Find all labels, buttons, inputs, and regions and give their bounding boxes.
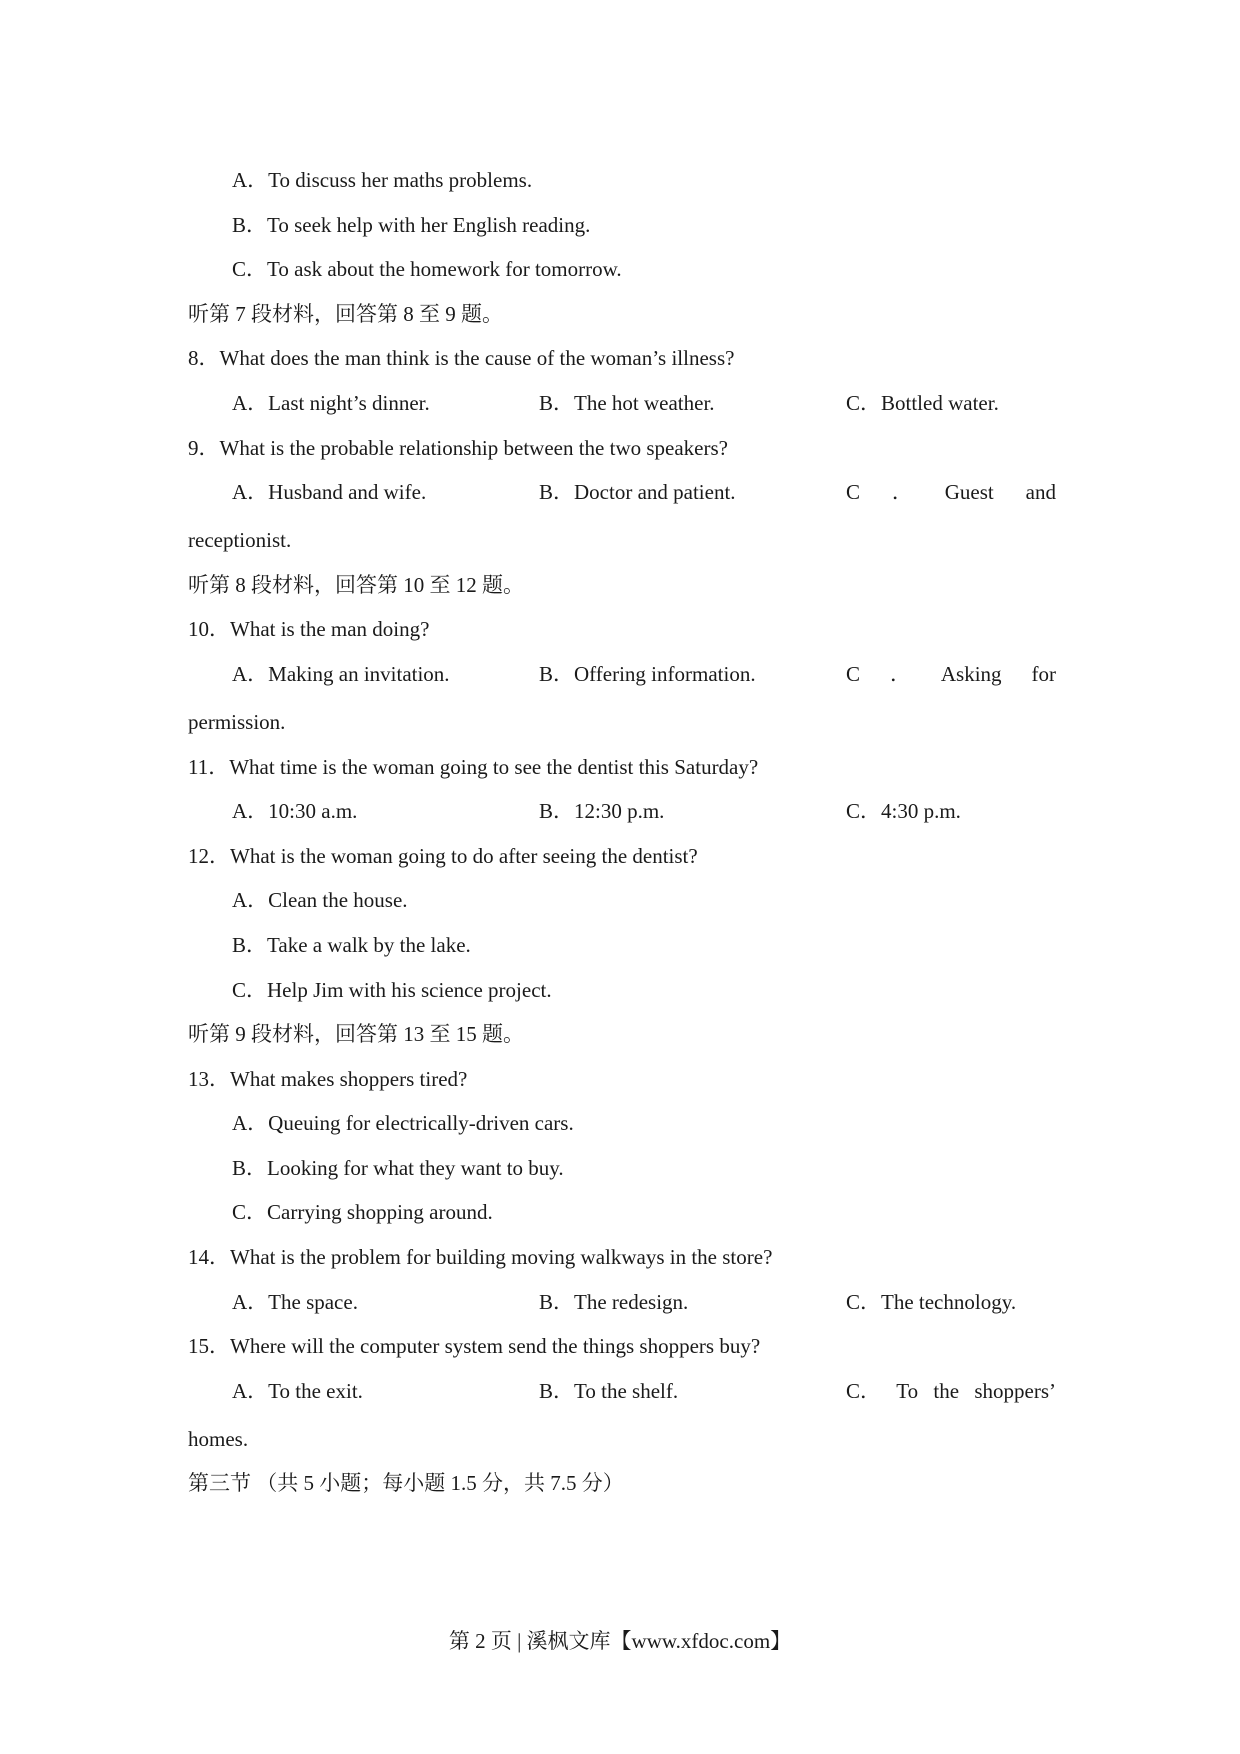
q10-option-a: A．Making an invitation. <box>232 661 450 686</box>
q8-option-b: B．The hot weather. <box>539 390 715 415</box>
q11-options <box>188 789 1056 834</box>
q9-options <box>188 470 1056 518</box>
question-8: 8．What does the man think is the cause of the woman’s illness? <box>188 346 735 371</box>
q7-option-a: A．To discuss her maths problems. <box>232 168 533 192</box>
q10-option-c: C ． Asking for <box>846 661 1056 686</box>
q15-option-c: C． To the shoppers’ <box>846 1378 1056 1403</box>
question-15: 15．Where will the computer system send the things shoppers buy? <box>188 1334 761 1359</box>
q10-options <box>188 652 1056 700</box>
q14-options <box>188 1280 1056 1325</box>
q10-option-b: B．Offering information. <box>539 661 756 686</box>
q12-option-b: B．Take a walk by the lake. <box>232 932 471 957</box>
section-heading-8: 听第 8 段材料，回答第 10 至 12 题。 <box>188 572 524 597</box>
q13-option-b: B．Looking for what they want to buy. <box>232 1155 564 1180</box>
q14-option-b: B．The redesign. <box>539 1289 689 1314</box>
q7-option-c: C．To ask about the homework for tomorrow. <box>232 257 622 282</box>
q12-option-a: A．Clean the house. <box>232 888 408 913</box>
q9-option-c: C ． Guest and <box>846 480 1056 505</box>
q15-option-b: B．To the shelf. <box>539 1378 679 1403</box>
q11-option-b: B．12:30 p.m. <box>539 799 665 824</box>
section-heading-9: 听第 9 段材料，回答第 13 至 15 题。 <box>188 1022 524 1047</box>
q8-options <box>188 381 1056 426</box>
q15-option-c-continued: homes. <box>188 1426 249 1451</box>
section-heading-7: 听第 7 段材料，回答第 8 至 9 题。 <box>188 301 503 326</box>
q9-option-c-continued: receptionist. <box>188 528 292 553</box>
q13-option-a: A．Queuing for electrically-driven cars. <box>232 1111 574 1136</box>
q13-option-c: C．Carrying shopping around. <box>232 1200 493 1225</box>
section-3-heading: 第三节 （共 5 小题；每小题 1.5 分，共 7.5 分） <box>188 1471 624 1496</box>
q10-option-c-continued: permission. <box>188 709 286 734</box>
question-9: 9．What is the probable relationship between the two speakers? <box>188 435 728 460</box>
q9-option-b: B．Doctor and patient. <box>539 480 736 505</box>
q15-option-a: A．To the exit. <box>232 1378 363 1403</box>
q11-option-a: A．10:30 a.m. <box>232 799 358 824</box>
q8-option-a: A．Last night’s dinner. <box>232 390 430 415</box>
q9-option-a: A．Husband and wife. <box>232 480 427 505</box>
page-footer: 第 2 页 | 溪枫文库【www.xfdoc.com】 <box>448 1629 792 1653</box>
q7-option-b: B．To seek help with her English reading. <box>232 212 591 237</box>
q12-option-c: C．Help Jim with his science project. <box>232 977 552 1002</box>
question-12: 12．What is the woman going to do after seeing the dentist? <box>188 843 698 868</box>
q14-option-a: A．The space. <box>232 1289 358 1314</box>
q11-option-c: C．4:30 p.m. <box>846 799 961 824</box>
q8-option-c: C．Bottled water. <box>846 390 999 415</box>
question-11: 11．What time is the woman going to see the dentist this Saturday? <box>188 754 759 779</box>
question-14: 14．What is the problem for building moving walkways in the store? <box>188 1245 773 1270</box>
q15-options <box>188 1369 1056 1417</box>
page-content <box>188 158 1056 1506</box>
question-10: 10．What is the man doing? <box>188 617 430 642</box>
q14-option-c: C．The technology. <box>846 1289 1017 1314</box>
question-13: 13．What makes shoppers tired? <box>188 1066 468 1091</box>
